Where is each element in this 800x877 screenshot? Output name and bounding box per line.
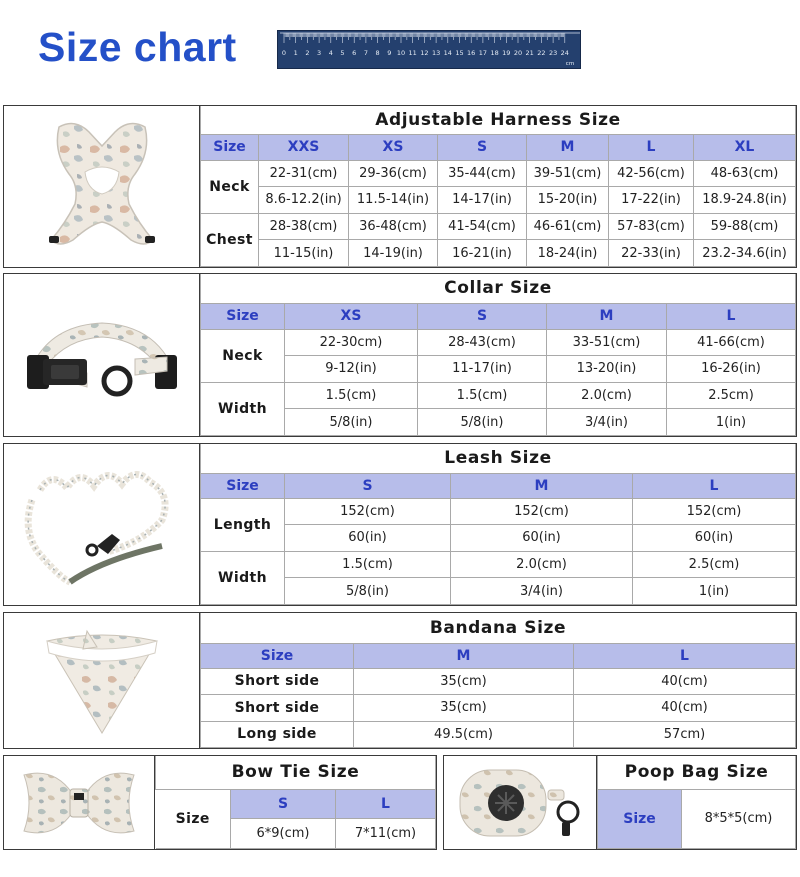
table-cell: 1.5(cm) xyxy=(285,551,451,578)
size-header: Size xyxy=(201,303,285,329)
width-label: Width xyxy=(201,382,285,435)
leash-icon xyxy=(12,450,192,600)
ruler-number: 17 xyxy=(478,49,488,57)
ruler-number: 18 xyxy=(490,49,499,57)
chest-label: Chest xyxy=(201,213,259,266)
ruler-number: 21 xyxy=(525,49,534,57)
table-cell: 35(cm) xyxy=(354,668,574,695)
table-cell: 8.6-12.2(in) xyxy=(259,187,349,214)
ruler-scale xyxy=(278,31,582,70)
table-cell: 60(in) xyxy=(285,525,451,552)
size-col-header: S xyxy=(418,303,547,329)
size-label: Size xyxy=(156,789,231,849)
row-label: Short side xyxy=(201,695,354,722)
table-cell: 6*9(cm) xyxy=(231,818,336,849)
harness-section xyxy=(3,105,797,268)
bowtie-section xyxy=(3,755,437,850)
ruler-number: 8 xyxy=(375,49,380,57)
table-cell: 23.2-34.6(in) xyxy=(694,240,796,267)
harness-icon xyxy=(27,112,177,262)
size-col-header: M xyxy=(354,643,574,668)
table-cell: 60(in) xyxy=(633,525,796,552)
table-cell: 5/8(in) xyxy=(285,409,418,436)
table-cell: 22-31(cm) xyxy=(259,160,349,187)
table-cell: 16-26(in) xyxy=(667,356,796,383)
table-cell: 36-48(cm) xyxy=(349,213,438,240)
ruler-number: 14 xyxy=(443,49,452,57)
bandana-image xyxy=(4,613,200,748)
bandana-table xyxy=(200,613,796,748)
ruler-number: 20 xyxy=(513,49,523,57)
table-cell: 8*5*5(cm) xyxy=(682,789,796,849)
table-cell: 22-30cm) xyxy=(285,329,418,356)
table-cell: 13-20(in) xyxy=(547,356,667,383)
ruler-number: 23 xyxy=(548,49,558,57)
size-col-header: XL xyxy=(694,134,796,160)
table-cell: 152(cm) xyxy=(451,498,633,525)
table-cell: 11.5-14(in) xyxy=(349,187,438,214)
ruler-number: 9 xyxy=(387,49,392,57)
ruler-number: 2 xyxy=(305,49,310,57)
poop-bag-image xyxy=(444,756,597,849)
table-cell: 39-51(cm) xyxy=(527,160,609,187)
ruler-number: 16 xyxy=(467,49,476,57)
table-cell: 152(cm) xyxy=(285,498,451,525)
ruler-number: 7 xyxy=(363,49,368,57)
ruler-number: 11 xyxy=(408,49,417,57)
ruler-number: 15 xyxy=(455,49,464,57)
table-cell: 28-38(cm) xyxy=(259,213,349,240)
bowtie-image xyxy=(4,756,155,849)
size-col-header: XS xyxy=(285,303,418,329)
size-col-header: S xyxy=(285,473,451,498)
table-cell: 2.0(cm) xyxy=(451,551,633,578)
ruler-number: 24 xyxy=(560,49,569,57)
table-cell: 1.5(cm) xyxy=(418,382,547,409)
size-col-header: S xyxy=(438,134,527,160)
table-cell: 42-56(cm) xyxy=(609,160,694,187)
table-cell: 2.5(cm) xyxy=(633,551,796,578)
size-header: Size xyxy=(201,473,285,498)
collar-table xyxy=(200,274,796,436)
table-cell: 16-21(in) xyxy=(438,240,527,267)
leash-image xyxy=(4,444,200,605)
collar-section xyxy=(3,273,797,437)
collar-icon xyxy=(17,295,187,415)
size-col-header: XXS xyxy=(259,134,349,160)
size-col-header: M xyxy=(547,303,667,329)
size-col-header: S xyxy=(231,789,336,818)
table-cell: 5/8(in) xyxy=(418,409,547,436)
table-cell: 1.5(cm) xyxy=(285,382,418,409)
table-cell: 57-83(cm) xyxy=(609,213,694,240)
table-cell: 41-54(cm) xyxy=(438,213,527,240)
table-cell: 1(in) xyxy=(667,409,796,436)
size-header: Size xyxy=(201,643,354,668)
page-title: Size chart xyxy=(38,24,237,70)
table-cell: 60(in) xyxy=(451,525,633,552)
table-cell: 2.5cm) xyxy=(667,382,796,409)
size-col-header: XS xyxy=(349,134,438,160)
ruler-number: 6 xyxy=(352,49,357,57)
ruler-number: 3 xyxy=(317,49,322,57)
bowtie-title: Bow Tie Size xyxy=(156,756,436,789)
table-cell: 3/4(in) xyxy=(547,409,667,436)
table-cell: 35-44(cm) xyxy=(438,160,527,187)
size-col-header: M xyxy=(451,473,633,498)
leash-section xyxy=(3,443,797,606)
harness-table xyxy=(200,106,796,267)
ruler-number: 0 xyxy=(281,49,287,57)
size-col-header: L xyxy=(574,643,796,668)
leash-table xyxy=(200,444,796,605)
size-col-header: L xyxy=(633,473,796,498)
table-cell: 35(cm) xyxy=(354,695,574,722)
table-cell: 18.9-24.8(in) xyxy=(694,187,796,214)
bandana-title: Bandana Size xyxy=(201,613,796,643)
bowtie-table xyxy=(155,756,436,849)
table-cell: 17-22(in) xyxy=(609,187,694,214)
table-cell: 152(cm) xyxy=(633,498,796,525)
neck-label: Neck xyxy=(201,160,259,213)
table-cell: 11-15(in) xyxy=(259,240,349,267)
size-col-header: L xyxy=(609,134,694,160)
table-cell: 5/8(in) xyxy=(285,578,451,605)
table-cell: 2.0(cm) xyxy=(547,382,667,409)
table-cell: 33-51(cm) xyxy=(547,329,667,356)
table-cell: 22-33(in) xyxy=(609,240,694,267)
table-cell: 28-43(cm) xyxy=(418,329,547,356)
size-col-header: L xyxy=(667,303,796,329)
size-col-header: M xyxy=(527,134,609,160)
harness-image xyxy=(4,106,200,267)
size-header: Size xyxy=(598,789,682,849)
table-cell: 49.5(cm) xyxy=(354,721,574,748)
table-cell: 40(cm) xyxy=(574,695,796,722)
table-cell: 57cm) xyxy=(574,721,796,748)
table-cell: 9-12(in) xyxy=(285,356,418,383)
ruler-number: 4 xyxy=(328,49,333,57)
table-cell: 40(cm) xyxy=(574,668,796,695)
size-header: Size xyxy=(201,134,259,160)
ruler-number: 13 xyxy=(431,49,441,57)
table-cell: 48-63(cm) xyxy=(694,160,796,187)
table-cell: 18-24(in) xyxy=(527,240,609,267)
collar-title: Collar Size xyxy=(201,274,796,303)
ruler-number: 10 xyxy=(396,49,406,57)
poop-bag-icon xyxy=(450,760,590,845)
ruler-number: 22 xyxy=(537,49,546,57)
table-cell: 41-66(cm) xyxy=(667,329,796,356)
bandana-section xyxy=(3,612,797,749)
table-cell: 3/4(in) xyxy=(451,578,633,605)
table-cell: 14-17(in) xyxy=(438,187,527,214)
row-label: Short side xyxy=(201,668,354,695)
size-col-header: L xyxy=(336,789,436,818)
table-cell: 29-36(cm) xyxy=(349,160,438,187)
poopbag-table xyxy=(597,756,796,849)
ruler-number: 5 xyxy=(340,49,345,57)
poopbag-section xyxy=(443,755,797,850)
row-label: Long side xyxy=(201,721,354,748)
table-cell: 1(in) xyxy=(633,578,796,605)
neck-label: Neck xyxy=(201,329,285,382)
ruler-number: 1 xyxy=(293,49,298,57)
table-cell: 46-61(cm) xyxy=(527,213,609,240)
bandana-icon xyxy=(27,621,177,741)
table-cell: 11-17(in) xyxy=(418,356,547,383)
ruler-number: 12 xyxy=(420,49,429,57)
bowtie-icon xyxy=(14,763,144,843)
collar-image xyxy=(4,274,200,436)
table-cell: 7*11(cm) xyxy=(336,818,436,849)
table-cell: 59-88(cm) xyxy=(694,213,796,240)
table-cell: 14-19(in) xyxy=(349,240,438,267)
ruler-number: 19 xyxy=(502,49,511,57)
width-label: Width xyxy=(201,551,285,604)
table-cell: 15-20(in) xyxy=(527,187,609,214)
ruler-unit: cm xyxy=(565,61,575,67)
leash-title: Leash Size xyxy=(201,444,796,473)
length-label: Length xyxy=(201,498,285,551)
harness-title: Adjustable Harness Size xyxy=(201,106,796,134)
poopbag-title: Poop Bag Size xyxy=(598,756,796,789)
ruler-image xyxy=(277,30,581,69)
